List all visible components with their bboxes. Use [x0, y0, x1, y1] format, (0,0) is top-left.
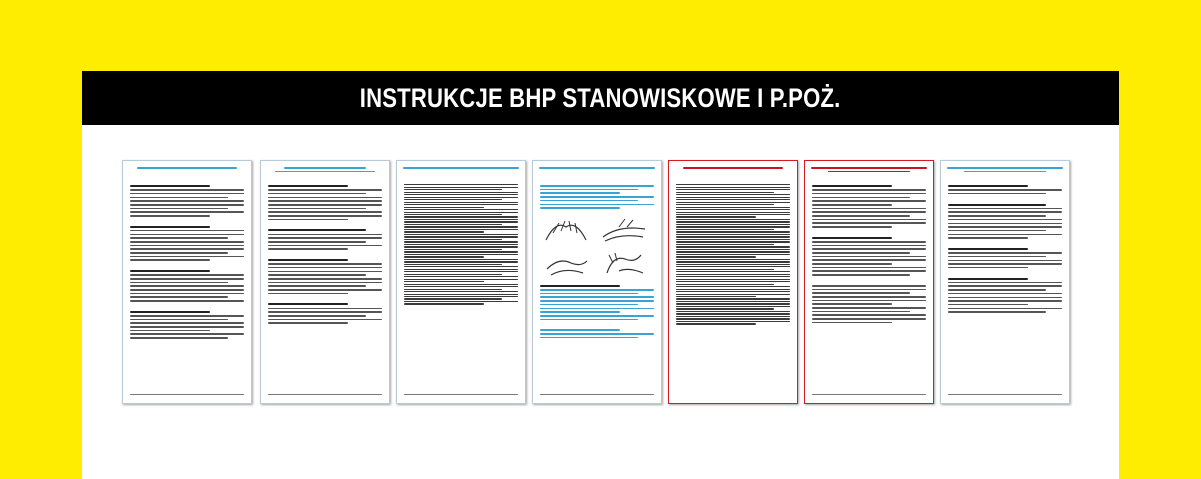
- poster-heading: [123, 161, 251, 183]
- poster-text-block: [533, 185, 661, 209]
- hand-washing-icon: [541, 215, 591, 245]
- poster-gallery: [122, 160, 1082, 404]
- instruction-poster: [122, 160, 252, 404]
- poster-text-block: [123, 185, 251, 339]
- instruction-poster: [804, 160, 934, 404]
- poster-text-block: [533, 285, 661, 338]
- poster-heading: [941, 161, 1069, 183]
- hand-washing-icon: [541, 249, 591, 279]
- poster-heading: [669, 161, 797, 183]
- instruction-poster: [396, 160, 526, 404]
- poster-heading: [805, 161, 933, 183]
- poster-text-block: [941, 185, 1069, 313]
- hand-washing-illustrations: [533, 211, 661, 283]
- instruction-poster: [940, 160, 1070, 404]
- hand-washing-icon: [599, 215, 649, 245]
- instruction-poster: [668, 160, 798, 404]
- banner-title: INSTRUKCJE BHP STANOWISKOWE I P.POŻ.: [360, 82, 841, 113]
- hand-washing-icon: [599, 249, 649, 279]
- poster-text-block: [805, 185, 933, 323]
- instruction-poster: [532, 160, 662, 404]
- poster-heading: [397, 161, 525, 183]
- content-panel: [82, 71, 1119, 479]
- poster-heading: [261, 161, 389, 183]
- poster-text-block: [261, 185, 389, 324]
- instruction-poster: [260, 160, 390, 404]
- title-banner: [82, 71, 1119, 125]
- poster-heading: [533, 161, 661, 183]
- poster-text-block: [669, 184, 797, 324]
- poster-text-block: [397, 184, 525, 305]
